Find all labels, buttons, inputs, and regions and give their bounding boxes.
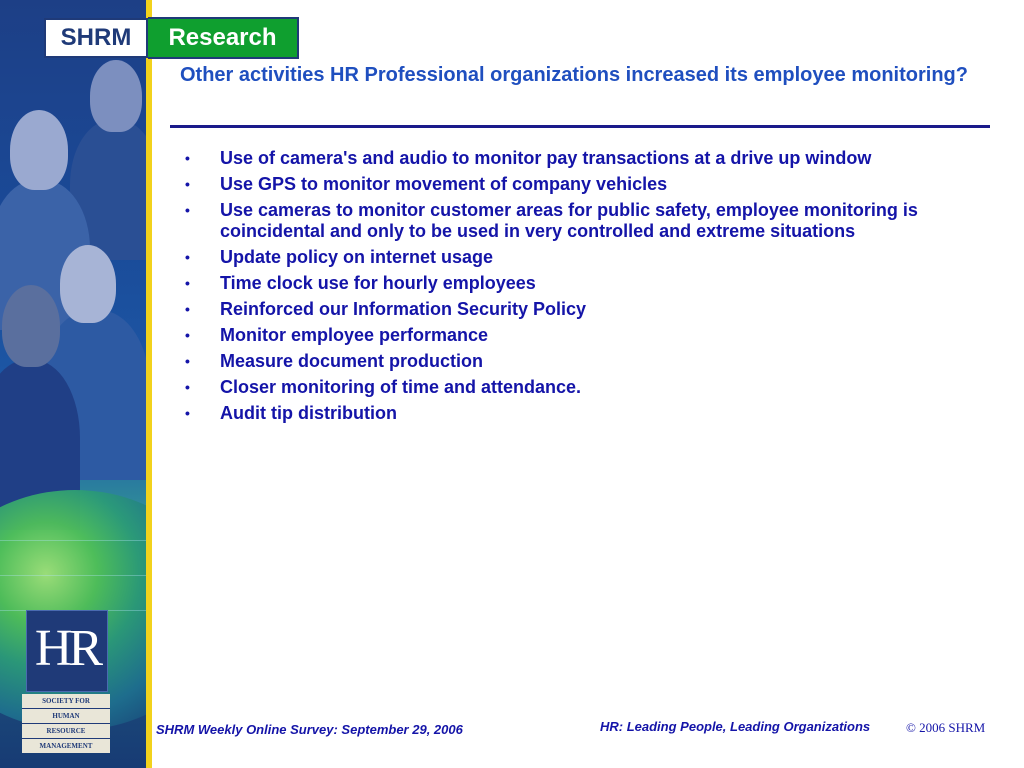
shrm-logo — [44, 18, 148, 58]
bullet-item — [180, 403, 980, 424]
bullet-text: Closer monitoring of time and attendance. — [220, 377, 582, 397]
bullet-text: Audit tip distribution — [220, 403, 397, 423]
bullet-item — [180, 377, 980, 398]
bullet-item — [180, 299, 980, 320]
hr-logo — [26, 610, 108, 692]
footer-survey: SHRM Weekly Online Survey: September 29, 2006 — [156, 722, 463, 737]
slide-title: Other activities HR Professional organizations increased its employee monitoring? — [180, 64, 968, 86]
bullet-text: Reinforced our Information Security Policy — [220, 299, 587, 319]
bullet-text: Monitor employee performance — [220, 325, 489, 345]
globe-gridline — [0, 540, 146, 541]
bullet-dot-icon: • — [185, 353, 190, 369]
bullet-dot-icon: • — [185, 379, 190, 395]
bullet-text: Use of camera's and audio to monitor pay transactions at a drive up window — [220, 148, 872, 168]
person-figure — [2, 285, 60, 367]
bullet-item — [180, 174, 980, 195]
person-figure — [90, 60, 142, 132]
bullet-dot-icon: • — [185, 405, 190, 421]
globe-gridline — [0, 575, 146, 576]
bullet-dot-icon: • — [185, 150, 190, 166]
bullet-item — [180, 351, 980, 372]
bullet-dot-icon: • — [185, 275, 190, 291]
bullet-text: Use cameras to monitor customer areas for public safety, employee monitoring is coincidental and only to be used in very controlled and extreme situations — [220, 200, 918, 241]
title-divider — [170, 125, 990, 128]
bullet-item — [180, 247, 980, 268]
bullet-item — [180, 200, 980, 242]
society-label — [22, 694, 110, 753]
bullet-text: Update policy on internet usage — [220, 247, 494, 267]
research-logo — [148, 17, 299, 59]
bullet-dot-icon: • — [185, 301, 190, 317]
society-line: HUMAN — [22, 708, 110, 723]
accent-stripe — [146, 0, 152, 768]
bullet-list — [180, 148, 980, 429]
bullet-item — [180, 325, 980, 346]
hr-logo-mark: HR — [34, 620, 100, 677]
bullet-item — [180, 273, 980, 294]
bullet-dot-icon: • — [185, 176, 190, 192]
person-figure — [10, 110, 68, 190]
research-logo-text: Research — [168, 24, 277, 51]
society-line: SOCIETY FOR — [42, 697, 90, 705]
bullet-dot-icon: • — [185, 249, 190, 265]
society-line: RESOURCE — [22, 723, 110, 738]
bullet-text: Measure document production — [220, 351, 484, 371]
bullet-dot-icon: • — [185, 202, 190, 218]
bullet-item — [180, 148, 980, 169]
shrm-logo-text: SHRM — [60, 24, 132, 51]
society-line: MANAGEMENT — [22, 738, 110, 753]
bullet-dot-icon: • — [185, 327, 190, 343]
person-figure — [60, 245, 116, 323]
bullet-text: Use GPS to monitor movement of company vehicles — [220, 174, 668, 194]
footer-copyright: © 2006 SHRM — [906, 720, 986, 735]
sidebar-photo-panel — [0, 0, 146, 768]
footer-tagline: HR: Leading People, Leading Organizations — [600, 719, 871, 734]
bullet-text: Time clock use for hourly employees — [220, 273, 536, 293]
